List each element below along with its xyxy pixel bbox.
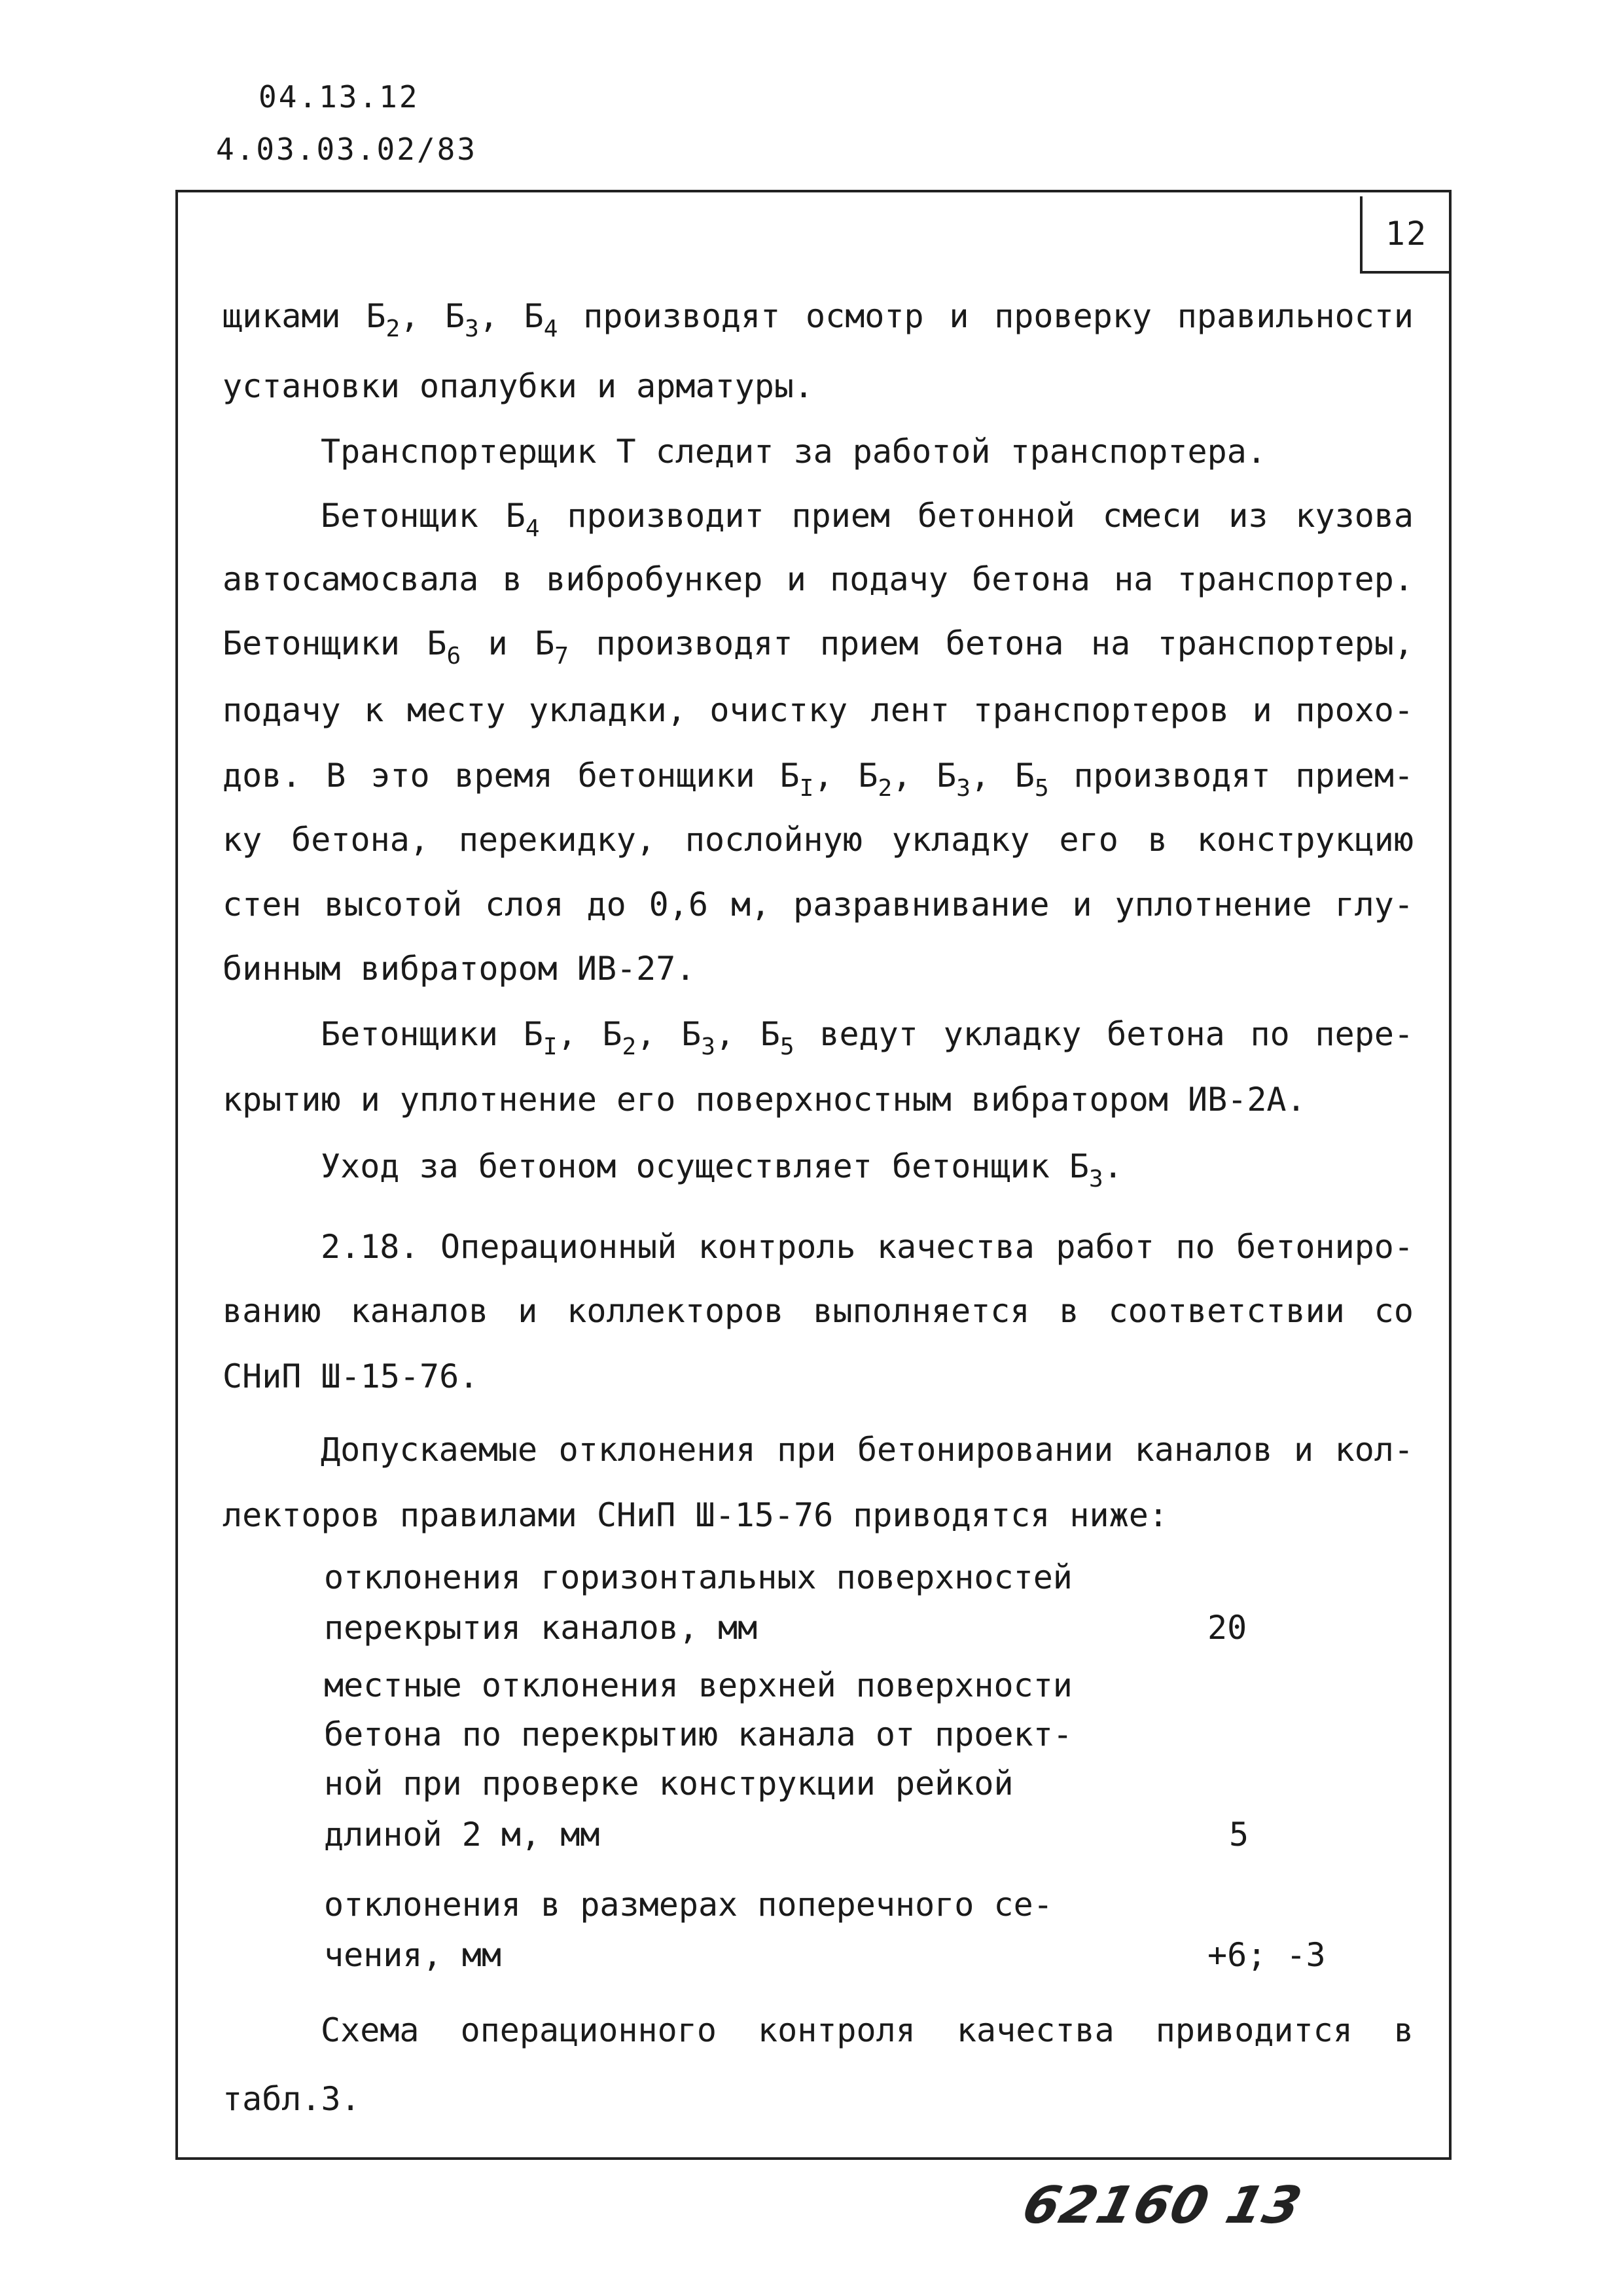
tolerance-item-text: перекрытия каналов, мм [324,1609,758,1647]
text-line: табл.3. [223,2080,361,2118]
text-line: Бетонщик $Б_4$ производит прием бетонной смеси из кузова [321,497,1414,542]
tolerance-item-text: отклонения горизонтальных поверхностей [324,1558,1073,1596]
text-line: Допускаемые отклонения при бетонировании каналов и кол- [321,1431,1414,1469]
text-line: подачу к месту укладки, очистку лент транспортеров и прохо- [223,691,1414,729]
text-line: Бетонщики $Б_I$, $Б_2$, $Б_3$, $Б_5$ ведут укладку бетона по пере- [321,1015,1414,1060]
tolerance-value: 20 [1207,1609,1247,1647]
text-line: Бетонщики $Б_6$ и $Б_7$ производят прием бетона на транспортеры, [223,624,1414,670]
archive-number-stamp: 62160 13 [1016,2176,1309,2235]
document-code-line1: 04.13.12 [259,79,419,115]
tolerance-item-text: отклонения в размерах поперечного се- [324,1886,1053,1924]
text-line: Транспортерщик Т следит за работой транспортера. [321,433,1266,471]
text-line: ванию каналов и коллекторов выполняется в соответствии со [223,1292,1414,1330]
page-number-box [1360,196,1450,274]
text-line: Схема операционного контроля качества приводится в [321,2011,1414,2049]
tolerance-item-text: длиной 2 м, мм [324,1816,600,1854]
text-line: автосамосвала в вибробункер и подачу бетона на транспортер. [223,560,1414,598]
text-line: установки опалубки и арматуры. [223,367,814,405]
text-line: ку бетона, перекидку, послойную укладку его в конструкцию [223,821,1414,859]
tolerance-item-text: местные отклонения верхней поверхности [324,1666,1073,1704]
text-line: Уход за бетоном осуществляет бетонщик $Б_3$. [321,1147,1123,1193]
section-heading-line: 2.18. Операционный контроль качества работ по бетониро- [321,1228,1414,1266]
page-number: 12 [1385,215,1428,253]
tolerance-item-text: бетона по перекрытию канала от проект- [324,1715,1073,1753]
text-line: стен высотой слоя до 0,6 м, разравнивание и уплотнение глу- [223,886,1414,924]
text-line: лекторов правилами СНиП Ш-15-76 приводятся ниже: [223,1496,1168,1534]
text-line: крытию и уплотнение его поверхностным вибратором ИВ-2А. [223,1081,1306,1119]
text-line: бинным вибратором ИВ-27. [223,950,696,988]
text-line: СНиП Ш-15-76. [223,1357,479,1395]
text-line: дов. В это время бетонщики $Б_I$, $Б_2$, $Б_3$, $Б_5$ производят прием- [223,757,1414,802]
text-line: щиками $Б_2$, $Б_3$, $Б_4$ производят осмотр и проверку правильности [223,297,1414,342]
document-code-line2: 4.03.03.02/83 [216,132,478,167]
tolerance-value: 5 [1229,1816,1249,1854]
tolerance-value: +6; -3 [1207,1936,1326,1974]
tolerance-item-text: чения, мм [324,1936,501,1974]
tolerance-item-text: ной при проверке конструкции рейкой [324,1765,1014,1803]
